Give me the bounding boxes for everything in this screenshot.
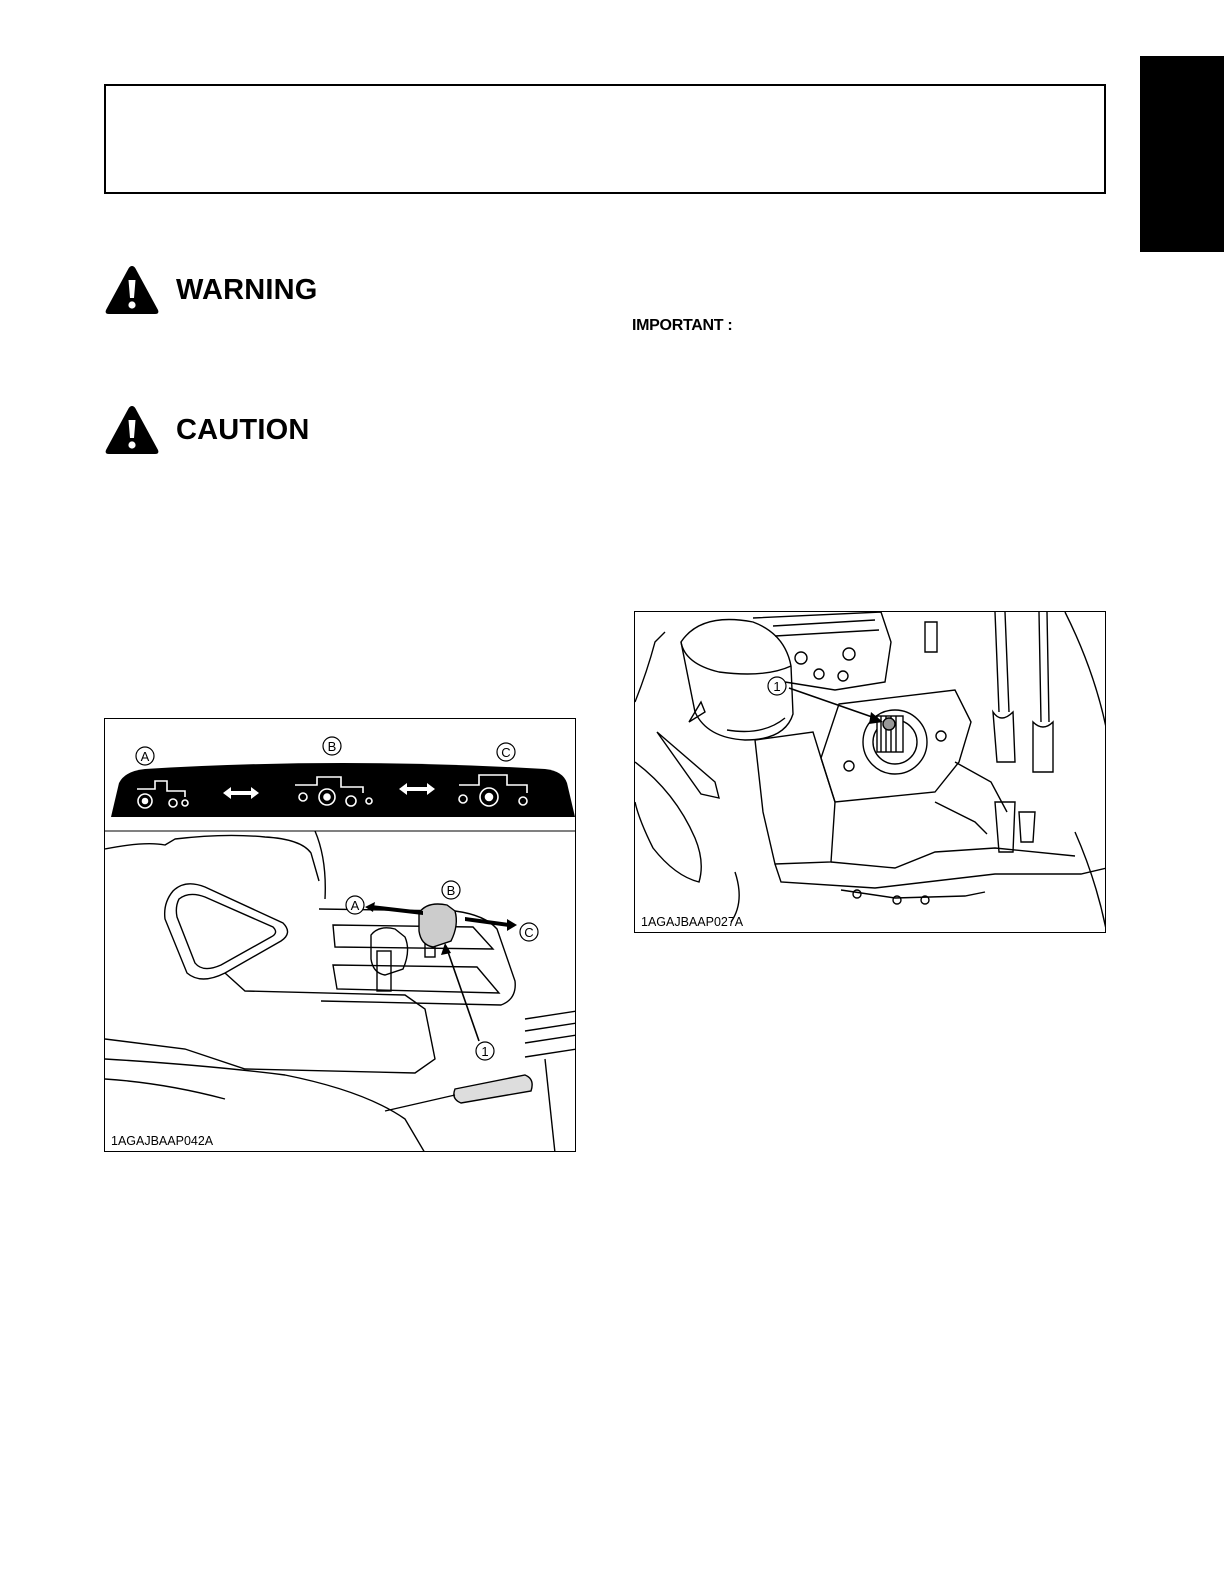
important-label: IMPORTANT xyxy=(632,317,724,334)
lever-label-c xyxy=(520,923,538,941)
important-heading xyxy=(632,317,732,335)
callout-1-right xyxy=(768,677,786,695)
svg-text:A: A xyxy=(140,749,150,764)
decal-label-b xyxy=(323,737,341,755)
svg-text:C: C xyxy=(501,745,511,760)
warning-heading xyxy=(104,264,318,316)
svg-text:A: A xyxy=(350,898,360,913)
svg-text:1: 1 xyxy=(481,1044,489,1059)
lever-illustration xyxy=(105,719,576,1152)
callout-1-left xyxy=(476,1042,494,1060)
decal-label-a xyxy=(136,747,154,765)
warning-label: WARNING xyxy=(176,273,318,306)
section-tab xyxy=(1140,56,1224,252)
figure-pto-shaft xyxy=(634,611,1106,933)
lever-label-a xyxy=(346,896,364,914)
important-colon: : xyxy=(727,317,733,334)
header-box xyxy=(104,84,1106,194)
svg-text:C: C xyxy=(524,925,534,940)
decal-label-c xyxy=(497,743,515,761)
svg-text:B: B xyxy=(327,739,337,754)
caution-heading xyxy=(104,404,310,456)
figure-code-left: 1AGAJBAAP042A xyxy=(111,1134,214,1148)
figure-code-right: 1AGAJBAAP027A xyxy=(641,915,744,929)
pto-illustration xyxy=(635,612,1106,933)
caution-label: CAUTION xyxy=(176,413,310,446)
lever-label-b xyxy=(442,881,460,899)
svg-text:1: 1 xyxy=(773,679,781,694)
caution-icon xyxy=(104,404,160,456)
warning-icon xyxy=(104,264,160,316)
figure-lever xyxy=(104,718,576,1152)
svg-text:B: B xyxy=(446,883,456,898)
